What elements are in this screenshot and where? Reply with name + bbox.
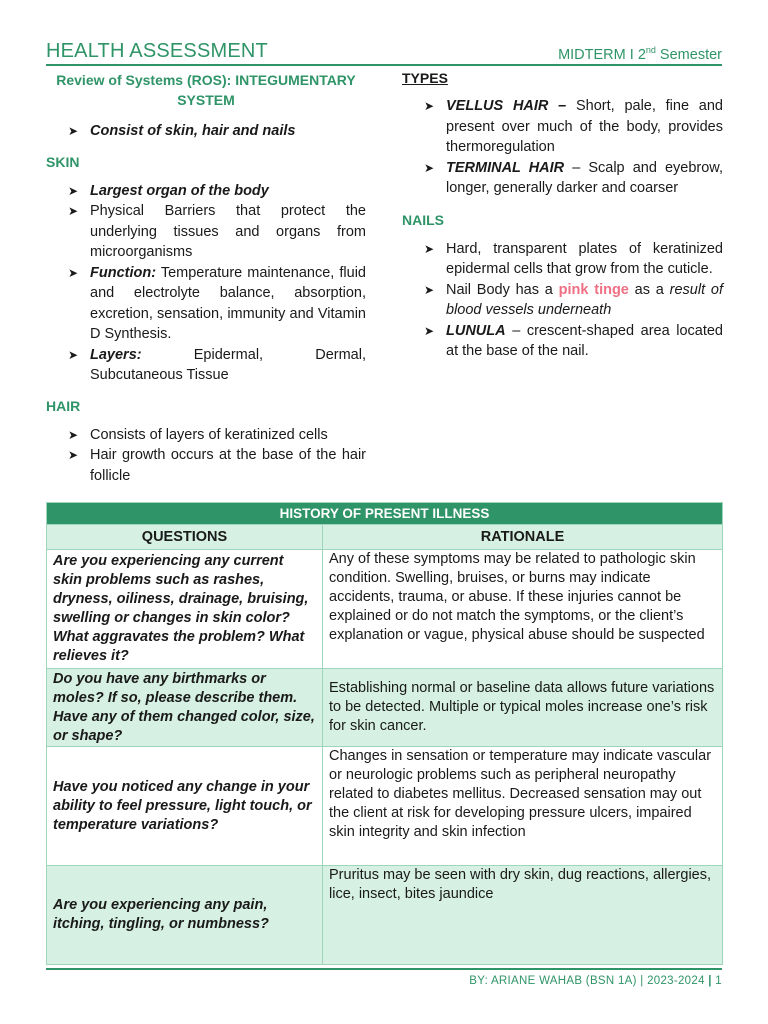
- list-item: ➤ Hard, transparent plates of keratinized epidermal cells that grow from the cuticle.: [424, 240, 723, 277]
- list-item: ➤ TERMINAL HAIR – Scalp and eyebrow, longer, generally darker and coarser: [424, 159, 723, 196]
- arrow-bullet-icon: ➤: [68, 204, 79, 218]
- types-heading: TYPES: [402, 70, 448, 86]
- list-item: ➤ Hair growth occurs at the base of the hair follicle: [68, 447, 366, 484]
- hair-heading: HAIR: [46, 397, 81, 414]
- arrow-bullet-icon: ➤: [424, 282, 435, 297]
- right-column: [402, 70, 723, 362]
- rationale-cell: Pruritus may be seen with dry skin, dug reactions, allergies, lice, insect, bites jaundice: [323, 866, 723, 965]
- footer-divider: [46, 968, 722, 970]
- arrow-bullet-icon: ➤: [68, 347, 79, 362]
- footer-year: 2023-2024: [647, 975, 705, 987]
- arrow-bullet-icon: ➤: [68, 265, 79, 280]
- footer-author: BY: ARIANE WAHAB (BSN 1A): [469, 975, 637, 987]
- arrow-bullet-icon: ➤: [424, 99, 435, 113]
- arrow-bullet-icon: ➤: [68, 124, 79, 138]
- arrow-bullet-icon: ➤: [68, 183, 79, 198]
- history-table: [46, 502, 723, 965]
- table-row: [47, 550, 723, 669]
- rationale-cell: Changes in sensation or temperature may indicate vascular or neurologic problems such as peripheral neuropathy related to diabetes mellitus. Decreased sensation may out the client at risk for developing pressure ulcers, impaired skin integrity and skin infection: [323, 747, 723, 866]
- ros-list: [46, 121, 366, 142]
- column-header-questions: QUESTIONS: [47, 525, 323, 550]
- list-item: ➤ VELLUS HAIR – Short, pale, fine and present over much of the body, provides thermoregulation: [424, 98, 723, 155]
- footer: BY: ARIANE WAHAB (BSN 1A) | 2023-2024 | 1: [469, 975, 722, 987]
- list-item: ➤ Largest organ of the body: [46, 181, 366, 202]
- list-item: ➤ LUNULA – crescent-shaped area located at the base of the nail.: [424, 322, 723, 359]
- list-item: ➤ Physical Barriers that protect the underlying tissues and organs from microorganisms: [68, 203, 366, 260]
- question-cell: Are you experiencing any pain, itching, tingling, or numbness?: [47, 866, 323, 965]
- page-number: 1: [715, 975, 722, 987]
- nails-heading: NAILS: [402, 211, 444, 228]
- arrow-bullet-icon: ➤: [424, 241, 435, 256]
- types-list: [402, 96, 723, 199]
- list-item: ➤ Consists of layers of keratinized cells: [46, 425, 366, 446]
- list-item: ➤ Nail Body has a pink tinge as a result of blood vessels underneath: [424, 281, 723, 318]
- question-cell: Are you experiencing any current skin problems such as rashes, dryness, oiliness, drainage, bruising, swelling or changes in skin color? What aggravates the problem? What relieves it?: [47, 550, 323, 669]
- list-item: ➤ Function: Temperature maintenance, fluid and electrolyte balance, absorption, excretion, sensation, immunity and Vitamin D Synthesis.: [68, 264, 366, 342]
- ros-title: Review of Systems (ROS): INTEGUMENTARY SYSTEM: [56, 72, 356, 108]
- list-item: ➤ Consist of skin, hair and nails: [46, 121, 366, 142]
- table-row: [47, 866, 723, 965]
- document-title: HEALTH ASSESSMENT: [46, 40, 268, 62]
- arrow-bullet-icon: ➤: [424, 323, 435, 338]
- arrow-bullet-icon: ➤: [68, 448, 79, 462]
- rationale-cell: Establishing normal or baseline data allows future variations to be detected. Multiple or typical moles increase one’s risk for skin cancer.: [323, 669, 723, 747]
- hair-list: [46, 425, 366, 487]
- term-label: MIDTERM I 2nd Semester: [558, 45, 722, 63]
- list-item: ➤ Layers: Epidermal, Dermal, Subcutaneous Tissue: [68, 346, 366, 383]
- skin-heading: SKIN: [46, 153, 80, 170]
- table-title: HISTORY OF PRESENT ILLNESS: [47, 503, 723, 525]
- column-header-rationale: RATIONALE: [323, 525, 723, 550]
- question-cell: Have you noticed any change in your ability to feel pressure, light touch, or temperature variations?: [47, 747, 323, 866]
- skin-list: [46, 181, 366, 386]
- left-column: [46, 70, 366, 486]
- arrow-bullet-icon: ➤: [68, 427, 79, 442]
- header-divider: [46, 64, 722, 66]
- rationale-cell: Any of these symptoms may be related to pathologic skin condition. Swelling, bruises, or burns may indicate accidents, trauma, or abuse. If these injuries cannot be explained or do not match the symptoms, or the client’s explanation or vague, physical abuse should be suspected: [323, 550, 723, 669]
- table-row: [47, 669, 723, 747]
- nails-list: [402, 239, 723, 362]
- question-cell: Do you have any birthmarks or moles? If so, please describe them. Have any of them changed color, size, or shape?: [47, 669, 323, 747]
- table-row: [47, 747, 723, 866]
- arrow-bullet-icon: ➤: [424, 160, 435, 175]
